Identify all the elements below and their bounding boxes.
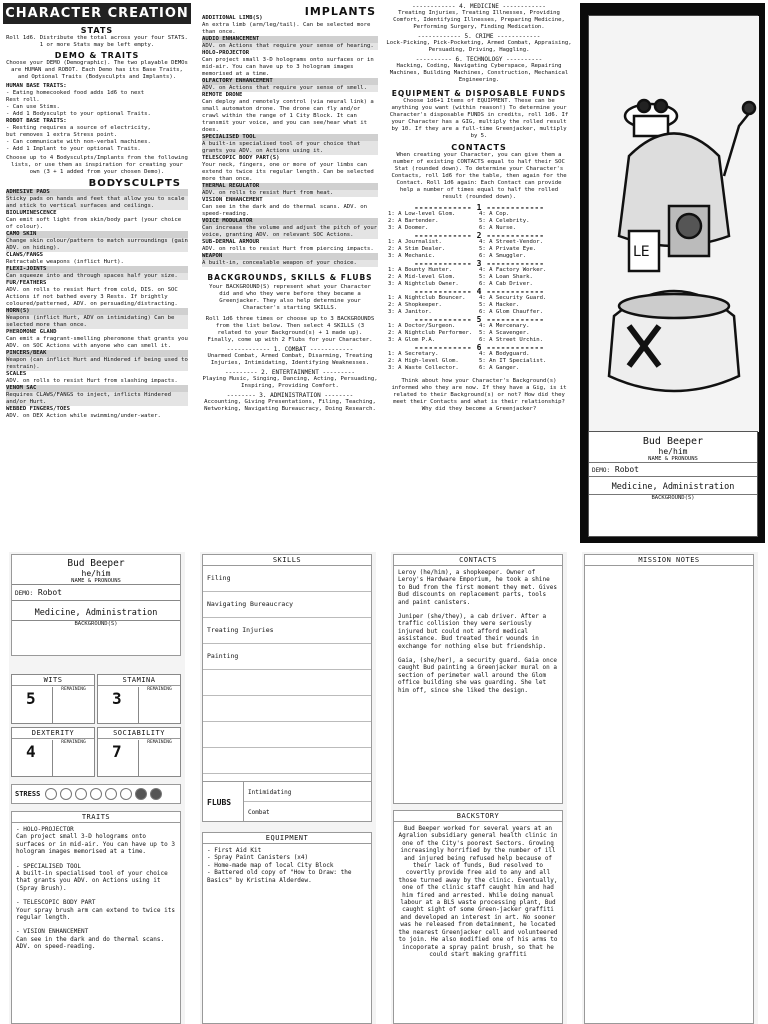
bodysculpt-desc: ADV. on rolls to resist Hurt from cold, DIS. on SOC Actions if not bathed every 3 Rests. If brightly coloured/patterned, ADV. on persuading/distracting. bbox=[6, 287, 178, 307]
remaining-label: REMAINING bbox=[147, 740, 172, 745]
implants-column bbox=[200, 3, 380, 543]
stats-text: Roll 1d6. Distribute the total across your four STATS. 1 or more Stats may be left empty. bbox=[6, 35, 188, 48]
bodysculpt-name: FUR/FEATHERS bbox=[6, 280, 47, 286]
human-trait-line: - Add 1 Bodysculpt to your optional Traits. bbox=[6, 111, 151, 117]
contact-option: 4: A Factory Worker. bbox=[479, 267, 547, 273]
contact-option: 1: A Journalist. bbox=[388, 239, 442, 245]
mission-notes-panel bbox=[582, 552, 758, 1024]
skill-row[interactable]: Navigating Bureaucracy bbox=[203, 592, 371, 618]
character-card bbox=[580, 3, 765, 543]
sociability-stat[interactable] bbox=[97, 727, 181, 777]
equipment-funds-heading: EQUIPMENT & DISPOSABLE FUNDS bbox=[391, 89, 567, 98]
traits-list bbox=[12, 823, 180, 954]
implant-name: THERMAL REGULATOR bbox=[202, 183, 378, 190]
contact-tables bbox=[386, 204, 572, 372]
stamina-label: STAMINA bbox=[98, 675, 180, 686]
contact-option: 6: A Glom Chauffer. bbox=[479, 309, 543, 315]
sheet-character-name: Bud Beeper bbox=[67, 558, 125, 569]
contact-table bbox=[388, 323, 570, 344]
contact-option: 3: A Nightclub Owner. bbox=[388, 281, 459, 287]
implant-desc: ADV. on Actions that require your sense of smell. bbox=[202, 85, 378, 92]
skill-row[interactable] bbox=[203, 670, 371, 696]
robot-trait-line: - Resting requires a source of electricity, bbox=[6, 125, 151, 131]
contact-option: 2: A Bartender. bbox=[388, 218, 439, 224]
contact-table-number: 4 bbox=[476, 287, 482, 296]
skills-box bbox=[202, 554, 372, 822]
implant-desc: Can increase the volume and adjust the pitch of your voice, granting ADV. on relevant SOC Actions. bbox=[202, 225, 378, 238]
implant-desc: A built-in specialised tool of your choice that grants you ADV. on Actions using it. bbox=[202, 141, 378, 155]
contact-option: 5: A Hacker. bbox=[479, 302, 520, 308]
contacts-heading: CONTACTS bbox=[451, 143, 507, 152]
contact-option: 2: A Shopkeeper. bbox=[388, 302, 442, 308]
sheet-contacts-heading: CONTACTS bbox=[394, 555, 562, 566]
contact-table-heading: ------------ 3 ------------ bbox=[413, 259, 545, 268]
character-name: Bud Beeper bbox=[642, 436, 704, 447]
skill-row[interactable] bbox=[203, 722, 371, 748]
contact-entry: Gaia, (she/her), a security guard. Gaia once caught Bud painting a Greenjacker mural on a section of perimeter wall around the Glom office building she was guarding. She let him off, since she liked the design. bbox=[398, 657, 557, 694]
stamina-stat[interactable] bbox=[97, 674, 181, 724]
bodysculpt-desc: ADV. on rolls to resist Hurt from slashing impacts. bbox=[6, 378, 178, 384]
traits-box bbox=[11, 811, 181, 1024]
stress-label: STRESS bbox=[15, 790, 41, 798]
implant-desc: Can see in the dark and do thermal scans. ADV. on speed-reading. bbox=[202, 204, 368, 217]
mission-notes-box[interactable] bbox=[584, 554, 754, 1024]
bodysculpt-desc: Weapons (inflict Hurt, ADV on intimidating) Can be selected more than once. bbox=[6, 315, 188, 329]
demo-value: Robot bbox=[614, 465, 639, 474]
remaining-label: REMAINING bbox=[147, 687, 172, 692]
sheet-name-label: NAME & PRONOUNS bbox=[12, 578, 180, 585]
implant-desc: An extra limb (arm/leg/tail). Can be selected more than once. bbox=[202, 22, 371, 35]
remaining-label: REMAINING bbox=[61, 740, 86, 745]
robot-trait-line: - Add 1 Implant to your optional Traits. bbox=[6, 146, 141, 152]
bg-tech-heading: ---------- 6. TECHNOLOGY ---------- bbox=[415, 56, 543, 63]
bodysculpts-list bbox=[3, 189, 191, 420]
stats-heading: STATS bbox=[80, 26, 114, 35]
contact-table bbox=[388, 239, 570, 260]
base-traits bbox=[3, 81, 191, 153]
bg-admin-skills: Accounting, Giving Presentations, Filing, Teaching, Networking, Navigating Bureaucracy, Doing Research. bbox=[204, 399, 376, 412]
contact-option: 6: A Ganger. bbox=[479, 365, 520, 371]
bg-medicine-heading: ------------ 4. MEDICINE ------------ bbox=[412, 3, 546, 10]
bodysculpt-desc: Can emit soft light from skin/body part (your choice of colour). bbox=[6, 217, 182, 230]
contact-option: 3: A Doomer. bbox=[388, 225, 429, 231]
implant-desc: Your neck, fingers, one or more of your limbs can extend to twice its regular length. Can be selected more than once. bbox=[202, 162, 374, 182]
human-traits-title: HUMAN BASE TRAITS: bbox=[6, 83, 67, 89]
contact-table bbox=[388, 351, 570, 372]
bodysculpt-name: WEBBED FINGERS/TOES bbox=[6, 406, 70, 412]
bodysculpt-name: PHEROMONE GLAND bbox=[6, 329, 57, 335]
equipment-item: - Spray Paint Canisters (x4) bbox=[207, 854, 309, 862]
bg-crime-heading: ------------ 5. CRIME ------------ bbox=[417, 33, 541, 40]
stats-panel bbox=[9, 552, 185, 1024]
remaining-label: REMAINING bbox=[61, 687, 86, 692]
trait-desc: Can see in the dark and do thermal scans. ADV. on speed-reading. bbox=[16, 935, 165, 951]
contacts-backstory-panel bbox=[391, 552, 567, 1024]
equipment-item: - Home-made map of local City Block bbox=[207, 861, 334, 869]
robot-illustration bbox=[588, 15, 758, 431]
sheet-background-label: BACKGROUND(S) bbox=[12, 620, 180, 627]
contact-option: 3: A Glom P.A. bbox=[388, 337, 436, 343]
bg-combat-heading: ------------ 1. COMBAT ------------ bbox=[226, 346, 354, 353]
contact-option: 4: A Bodyguard. bbox=[479, 351, 530, 357]
bg-admin-heading: -------- 3. ADMINISTRATION -------- bbox=[226, 392, 354, 399]
equipment-item: - Battered old copy of "How to Draw: the Basics" by Kristina Alderdew. bbox=[207, 869, 352, 884]
dexterity-value: 4 bbox=[26, 742, 36, 761]
flub-row[interactable]: Combat bbox=[248, 809, 270, 816]
bodysculpt-name: VENOM SAC bbox=[6, 385, 188, 392]
human-trait-line: - Can use Stims. bbox=[6, 104, 60, 110]
contacts-text: When creating your Character, you can give them a number of existing CONTACTS equal to half their SOC Stat (rounded down). To determine your Character's Contacts, roll 1d6 for the table, then again for the Contact. Roll 1d6 again: Each Contact can provide help a number of times equal to half the rolled result (rounded down). bbox=[391, 152, 567, 200]
trait-name: - TELESCOPIC BODY PART bbox=[16, 899, 96, 907]
flubs-label: FLUBS bbox=[207, 798, 232, 807]
character-pronouns: he/him bbox=[658, 447, 688, 456]
contact-table-number: 5 bbox=[476, 315, 482, 324]
demo-row bbox=[589, 463, 757, 477]
contact-entry: Juniper (she/they), a cab driver. After a traffic collision they were seriously injured but could not afford medical assistance. Bud treated their wounds in exchange for nothing else but friendship. bbox=[398, 613, 547, 650]
flub-row[interactable]: Intimidating bbox=[244, 782, 371, 802]
background-label: BACKGROUND(S) bbox=[589, 494, 757, 501]
contact-option: 4: A Cop. bbox=[479, 211, 510, 217]
implant-name: HOLO-PROJECTOR bbox=[202, 50, 250, 56]
contact-option: 3: A Mechanic. bbox=[388, 253, 436, 259]
wits-remaining[interactable] bbox=[52, 687, 94, 723]
stress-circle[interactable] bbox=[75, 788, 87, 800]
trait-name: - HOLO-PROJECTOR bbox=[16, 826, 74, 833]
bg-tech-skills: Hacking, Coding, Navigating Cyberspace, Repairing Machines, Building Machines, Construction, Mechanical Engineering. bbox=[389, 63, 569, 83]
name-pronouns-label: NAME & PRONOUNS bbox=[589, 456, 757, 463]
equipment-item: - First Aid Kit bbox=[207, 847, 262, 854]
contact-table-heading: ------------ 4 ------------ bbox=[413, 287, 545, 296]
contact-option: 5: A Loan Shark. bbox=[479, 274, 533, 280]
background-value: Medicine, Administration bbox=[611, 482, 735, 492]
bodysculpt-desc: Retractable weapons (inflict Hurt). bbox=[6, 259, 124, 265]
implants-list bbox=[200, 3, 380, 267]
bodysculpt-desc: Change skin colour/pattern to match surroundings (gain ADV. on hiding). bbox=[6, 238, 188, 251]
character-sheet bbox=[0, 546, 768, 1024]
trait-desc: Your spray brush arm can extend to twice its regular length. bbox=[16, 906, 175, 922]
bg-crime-skills: Lock-Picking, Pick-Pocketing, Armed Combat, Appraising, Persuading, Driving, Haggling. bbox=[386, 40, 572, 53]
contact-option: 1: A Low-level Glom. bbox=[388, 211, 456, 217]
contact-option: 4: A Mercenary. bbox=[479, 323, 530, 329]
choose-text: Choose up to 4 Bodysculpts/Implants from the following lists, or use them as inspiration for creating your own (3 + 1 added from your chosen Demo). bbox=[6, 155, 188, 175]
implants-heading: IMPLANTS bbox=[304, 5, 376, 18]
implant-name: SUB-DERMAL ARMOUR bbox=[202, 239, 260, 245]
page-title: CHARACTER CREATION bbox=[3, 3, 191, 24]
contact-option: 6: A Smuggler. bbox=[479, 253, 527, 259]
robot-icon bbox=[589, 16, 759, 432]
bodysculpt-name: CAMO SKIN bbox=[6, 231, 188, 238]
contact-option: 4: A Security Guard. bbox=[479, 295, 547, 301]
contact-table-number: 3 bbox=[476, 259, 482, 268]
sheet-character-pronouns: he/him bbox=[81, 569, 111, 578]
contact-table-heading: ------------ 2 ------------ bbox=[413, 231, 545, 240]
contact-option: 1: A Doctor/Surgeon. bbox=[388, 323, 456, 329]
contact-table bbox=[388, 267, 570, 288]
sociability-label: SOCIABILITY bbox=[98, 728, 180, 739]
bodysculpt-desc: Weapon (can inflict Hurt and Hindered if being used to restrain). bbox=[6, 357, 188, 370]
backstory-heading: BACKSTORY bbox=[394, 811, 562, 822]
human-trait-line: Rest roll. bbox=[6, 97, 40, 103]
id-card bbox=[588, 431, 758, 537]
contact-option: 5: A Celebrity. bbox=[479, 218, 530, 224]
trait-name: - VISION ENHANCEMENT bbox=[16, 928, 89, 936]
contact-option: 5: An IT Specialist. bbox=[479, 358, 547, 364]
dexterity-remaining[interactable] bbox=[52, 740, 94, 776]
implant-name: WEAPON bbox=[202, 253, 378, 260]
contacts-tables-column bbox=[386, 3, 572, 543]
equipment-funds-text: Choose 1d6+1 Items of EQUIPMENT. These can be anything you want (within reason!) To determine your Character's disposable FUNDS in credits, roll 1d6. If your Character has a GIG, multiply the rolled result by 10. If they are a full-time Greenjacker, multiply by 5. bbox=[389, 98, 569, 139]
skills-panel bbox=[200, 552, 376, 1024]
wits-value: 5 bbox=[26, 689, 36, 708]
contact-table bbox=[388, 211, 570, 232]
implant-desc: A built-in, concealable weapon of your choice. bbox=[202, 260, 378, 267]
stress-circle[interactable] bbox=[60, 788, 72, 800]
bodysculpt-desc: Can emit a fragrant-smelling pheromone that grants you ADV. on SOC Actions with anyone who can smell it. bbox=[6, 336, 188, 349]
bg-entertainment-skills: Playing Music, Singing, Dancing, Acting, Persuading, Inspiring, Providing Comfort. bbox=[202, 376, 378, 389]
contact-table bbox=[388, 295, 570, 316]
sociability-remaining[interactable] bbox=[138, 740, 180, 776]
mission-notes-heading: MISSION NOTES bbox=[585, 555, 753, 566]
contact-option: 3: A Waste Collector. bbox=[388, 365, 459, 371]
backgrounds-text: Your BACKGROUND(S) represent what your Character did and who they were before they became a Greenjacker. They also help determine your Character's starting SKILLS. bbox=[209, 284, 371, 311]
wits-label: WITS bbox=[12, 675, 94, 686]
skill-row[interactable] bbox=[203, 748, 371, 774]
contact-table-number: 6 bbox=[476, 343, 482, 352]
robot-trait-line: but removes 1 extra Stress point. bbox=[6, 132, 118, 138]
trait-desc: A built-in specialised tool of your choice that grants you ADV. on Actions using it (Spray Brush). bbox=[16, 870, 168, 892]
stress-track[interactable] bbox=[11, 784, 181, 804]
sociability-value: 7 bbox=[112, 742, 122, 761]
contacts-box bbox=[393, 554, 563, 804]
equipment-list bbox=[203, 844, 371, 887]
implant-desc: ADV. on rolls to resist Hurt from heat. bbox=[202, 190, 378, 197]
stress-circles[interactable] bbox=[45, 785, 165, 804]
implant-desc: ADV. on Actions that require your sense of hearing. bbox=[202, 43, 378, 50]
skills-heading: SKILLS bbox=[203, 555, 371, 566]
trait-name: - SPECIALISED TOOL bbox=[16, 862, 82, 870]
stress-circle[interactable] bbox=[135, 788, 147, 800]
backgrounds-text-2: Roll 1d6 three times or choose up to 3 BACKGROUNDS from the list below. Then select 4 SKILLS (3 related to your Background(s) + 1 made up). Finally, come up with 2 Flubs for your Character. bbox=[205, 316, 375, 343]
flubs-area bbox=[203, 781, 371, 821]
bodysculpts-heading: BODYSCULPTS bbox=[88, 178, 181, 189]
demo-label: DEMO: bbox=[592, 467, 611, 474]
stamina-value: 3 bbox=[112, 689, 122, 708]
sheet-background-value: Medicine, Administration bbox=[34, 608, 158, 618]
sheet-demo-row bbox=[12, 585, 180, 601]
implant-name: REMOTE DRONE bbox=[202, 92, 243, 98]
contacts-list bbox=[394, 566, 562, 697]
contact-table-heading: ------------ 1 ------------ bbox=[413, 203, 545, 212]
implant-desc: Can project small 3-D holograms onto surfaces or in mid-air. You can have up to 3 hologram images memorised at a time. bbox=[202, 57, 374, 77]
contact-option: 3: A Janitor. bbox=[388, 309, 432, 315]
traits-heading: TRAITS bbox=[12, 812, 180, 823]
bodysculpt-name: SCALES bbox=[6, 371, 27, 377]
contact-option: 1: A Bounty Hunter. bbox=[388, 267, 452, 273]
bodysculpt-desc: Requires CLAWS/FANGS to inject, inflicts Hindered and/or Hurt. bbox=[6, 392, 188, 406]
contact-option: 2: A Mid-level Glom. bbox=[388, 274, 456, 280]
contact-option: 2: A High-level Glom. bbox=[388, 358, 459, 364]
equipment-heading: EQUIPMENT bbox=[203, 833, 371, 844]
contact-option: 2: A Nightclub Performer. bbox=[388, 330, 473, 336]
contact-option: 5: A Scavenger. bbox=[479, 330, 530, 336]
skill-row[interactable]: Treating Injuries bbox=[203, 618, 371, 644]
sheet-id-card bbox=[11, 554, 181, 656]
skill-row[interactable]: Filing bbox=[203, 566, 371, 592]
implant-name: AUDIO ENHANCEMENT bbox=[202, 36, 378, 43]
bodysculpt-desc: ADV. on DEX Action while swimming/under-water. bbox=[6, 413, 161, 419]
stamina-remaining[interactable] bbox=[138, 687, 180, 723]
contact-option: 2: A Stim Dealer. bbox=[388, 246, 446, 252]
contact-table-heading: ------------ 6 ------------ bbox=[413, 343, 545, 352]
bodysculpt-desc: Can squeeze into and through spaces half your size. bbox=[6, 273, 188, 280]
stress-circle[interactable] bbox=[150, 788, 162, 800]
dexterity-label: DEXTERITY bbox=[12, 728, 94, 739]
stress-circle[interactable] bbox=[105, 788, 117, 800]
contact-option: 5: A Private Eye. bbox=[479, 246, 537, 252]
dexterity-stat[interactable] bbox=[11, 727, 95, 777]
character-creation-column bbox=[3, 3, 191, 543]
bodysculpt-name: HORN(S) bbox=[6, 308, 188, 315]
robot-trait-line: - Can communicate with non-verbal machines. bbox=[6, 139, 151, 145]
flubs-list bbox=[243, 782, 371, 822]
implant-name: ADDITIONAL LIMB(S) bbox=[202, 15, 263, 21]
contact-option: 6: A Street Urchin. bbox=[479, 337, 543, 343]
implant-name: SPECIALISED TOOL bbox=[202, 134, 378, 141]
implant-desc: Can deploy and remotely control (via neural link) a small automaton drone. The drone can fly and/or crawl within the range of 1 City Block. It can transmit your voice, and you can see/hear what it does. bbox=[202, 99, 374, 133]
bodysculpt-name: CLAWS/FANGS bbox=[6, 252, 44, 258]
implant-name: VISION ENHANCEMENT bbox=[202, 197, 263, 203]
bg-entertainment-heading: --------- 2. ENTERTAINMENT --------- bbox=[224, 369, 356, 376]
robot-traits-title: ROBOT BASE TRAITS: bbox=[6, 118, 67, 124]
implant-name: OLFACTORY ENHANCEMENT bbox=[202, 78, 378, 85]
implant-name: VOICE MODULATOR bbox=[202, 218, 378, 225]
wits-stat[interactable] bbox=[11, 674, 95, 724]
contact-table-number: 1 bbox=[476, 203, 482, 212]
contact-table-number: 2 bbox=[476, 231, 482, 240]
backstory-box bbox=[393, 810, 563, 1024]
sheet-demo-label: DEMO: bbox=[15, 590, 34, 597]
bodysculpt-name: BIOLUMINESCENCE bbox=[6, 210, 57, 216]
contact-option: 1: A Nightclub Bouncer. bbox=[388, 295, 466, 301]
contact-option: 1: A Secretary. bbox=[388, 351, 439, 357]
backstory-text: Bud Beeper worked for several years at an Agralion subsidiary general health clinic in one of the City's poorest Sectors. Growing increasingly horrified by the number of ill and injured being refused help because of their lack of funds, Bud resolved to covertly provide free aid to any and all those turned away by the clinic. Eventually, one of the clinic staff caught him and had him fired and arrested. While doing manual labour at a BLS waste processing plant, Bud caught sight of some Green-jacker graffiti and developed an interest in art. No sooner was he released from detainment, he located the nearest Greenjacker cell and volunteered to join. He also modified one of his arms to incoporate a spray paint brush, so that he could start making graffiti bbox=[398, 825, 558, 958]
demo-heading: DEMO & TRAITS bbox=[54, 51, 140, 60]
equipment-box bbox=[202, 832, 372, 1024]
bg-medicine-skills: Treating Injuries, Treating Illnesses, Providing Comfort, Identifying Illnesses, Preparing Medicine, Performing Surgery, Finding Medication. bbox=[393, 10, 565, 30]
trait-desc: Can project small 3-D holograms onto surfaces or in mid-air. You can have up to 3 hologram images memorised at a time. bbox=[16, 833, 175, 856]
contact-option: 4: A Street-Vendor. bbox=[479, 239, 543, 245]
sheet-demo-value: Robot bbox=[37, 588, 62, 597]
think-text: Think about how your Character's Background(s) informed who they are now. If they have a Gig, is it related to their Background(s) or not? How did they meet their Contacts and what is their relationship? Why did they become a Greenjacker? bbox=[391, 378, 567, 412]
contact-option: 6: A Cab Driver. bbox=[479, 281, 533, 287]
bg-combat-skills: Unarmed Combat, Armed Combat, Disarming, Treating Injuries, Intimidating, Identifying Weaknesses. bbox=[207, 353, 373, 366]
stress-circle[interactable] bbox=[45, 788, 57, 800]
contact-table-heading: ------------ 5 ------------ bbox=[413, 315, 545, 324]
skill-row[interactable] bbox=[203, 696, 371, 722]
stress-circle[interactable] bbox=[90, 788, 102, 800]
bodysculpt-desc: Sticky pads on hands and feet that allow you to scale and stick to vertical surfaces and ceilings. bbox=[6, 196, 188, 210]
human-trait-line: - Eating homecooked food adds 1d6 to next bbox=[6, 90, 145, 96]
bodysculpt-name: PINCERS/BEAK bbox=[6, 350, 188, 357]
contact-entry: Leroy (he/him), a shopkeeper. Owner of Leroy's Hardware Emporium, he took a shine to Bud from the first moment they met. Gives Bud discounts on replacement parts, tools and paint canisters. bbox=[398, 569, 557, 606]
implant-name: TELESCOPIC BODY PART(S) bbox=[202, 155, 280, 161]
backgrounds-heading: BACKGROUNDS, SKILLS & FLUBS bbox=[207, 273, 373, 282]
implant-desc: ADV. on rolls to resist Hurt from piercing impacts. bbox=[202, 246, 374, 252]
stress-circle[interactable] bbox=[120, 788, 132, 800]
bodysculpt-name: ADHESIVE PADS bbox=[6, 189, 188, 196]
contact-option: 6: A Nurse. bbox=[479, 225, 517, 231]
skill-row[interactable]: Painting bbox=[203, 644, 371, 670]
demo-text: Choose your DEMO (Demographic). The two playable DEMOs are HUMAN and ROBOT. Each Demo has its Base Traits, and Optional Traits (Bodysculpts and Implants). bbox=[6, 60, 188, 80]
bodysculpt-name: FLEXI-JOINTS bbox=[6, 266, 188, 273]
svg-text:LE: LE bbox=[633, 244, 650, 260]
